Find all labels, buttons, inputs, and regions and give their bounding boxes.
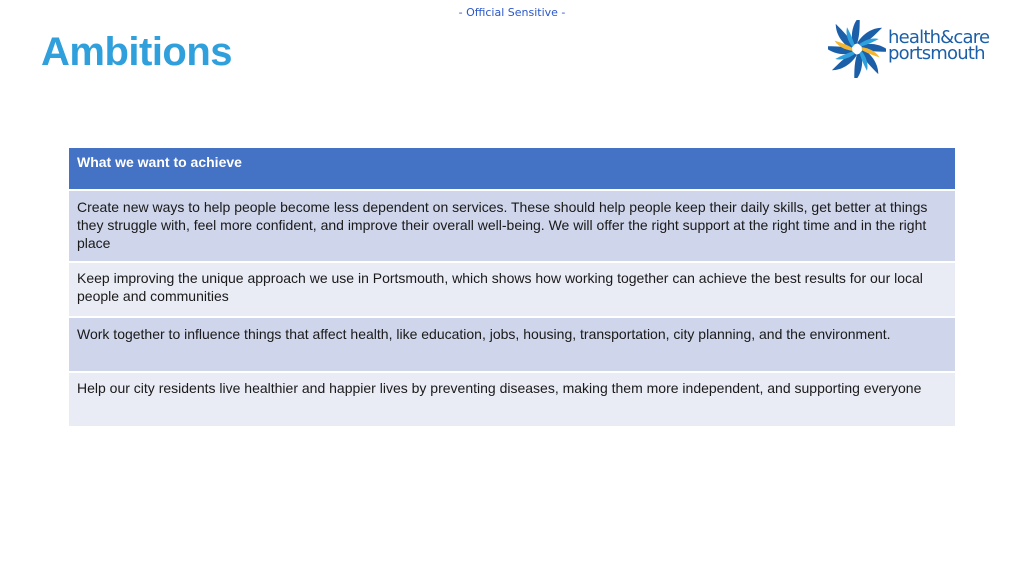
- logo-wordmark: [888, 27, 990, 64]
- logo-text-line1: health&care: [888, 27, 990, 48]
- table-row: Keep improving the unique approach we use in Portsmouth, which shows how working together can achieve the best results for our local people and communities: [69, 263, 955, 318]
- logo-pinwheel-icon: [828, 20, 886, 78]
- ambitions-table: [69, 148, 955, 428]
- table-row: Create new ways to help people become less dependent on services. These should help people keep their daily skills, get better at things they struggle with, feel more confident, and improve their overall well-being. We will offer the right support at the right time and in the right place: [69, 191, 955, 263]
- classification-label: - Official Sensitive -: [458, 6, 566, 19]
- health-care-portsmouth-logo: [828, 20, 998, 80]
- page-title: Ambitions: [41, 30, 233, 74]
- table-row: Work together to influence things that affect health, like education, jobs, housing, transportation, city planning, and the environment.: [69, 318, 955, 373]
- table-header: What we want to achieve: [69, 148, 955, 191]
- logo-text-line2: portsmouth: [888, 43, 985, 64]
- table-row: Help our city residents live healthier and happier lives by preventing diseases, making them more independent, and supporting everyone: [69, 373, 955, 428]
